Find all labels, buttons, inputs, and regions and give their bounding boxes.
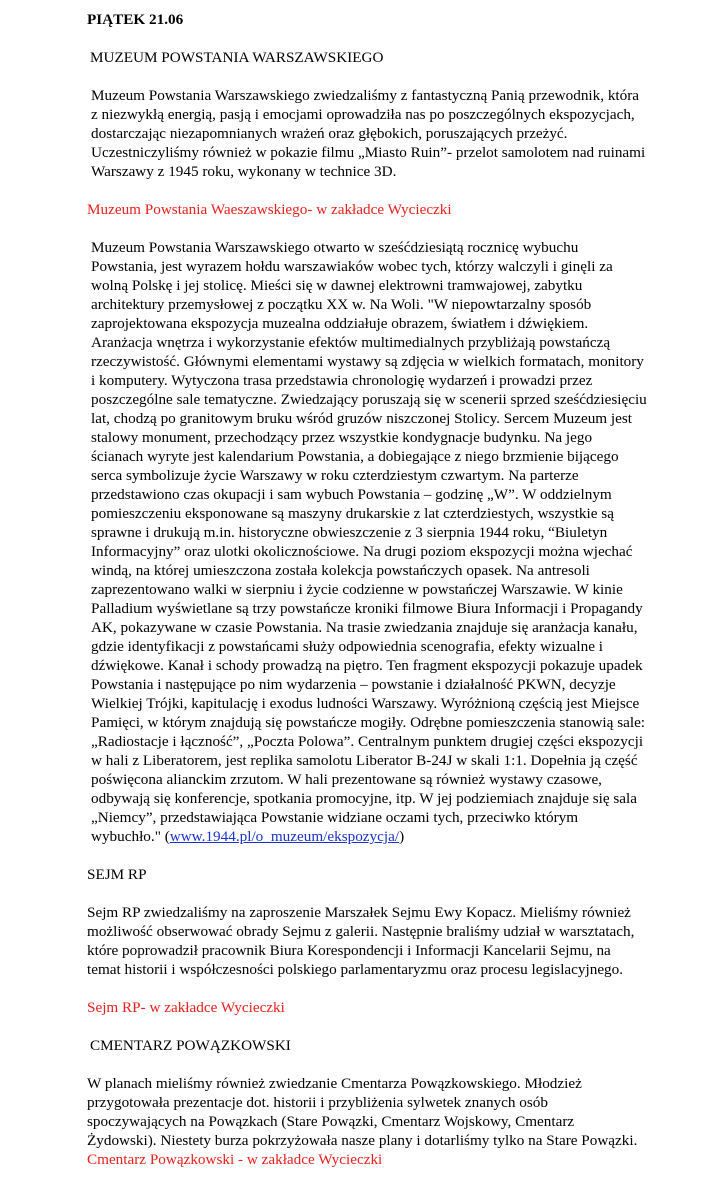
sejm-red-link[interactable]: Sejm RP- w zakładce Wycieczki: [87, 999, 285, 1016]
cemetery-paragraph: [87, 1074, 647, 1169]
cemetery-heading: CMENTARZ POWĄZKOWSKI: [90, 1037, 291, 1054]
date-heading: PIĄTEK 21.06: [87, 11, 184, 28]
cemetery-paragraph-text: W planach mieliśmy również zwiedzanie Cmentarza Powązkowskiego. Młodzież przygotowała prezentacje dot. historii i przybliżenia sylwetek znanych osób spoczywających na Powązkach (Stare Powązki, Cmentarz Wojskowy, Cmentarz Żydowski). Niestety burza pokrzyżowała nasze plany i dotarliśmy tylko na Stare Powązki.: [87, 1075, 638, 1149]
museum-description: [87, 238, 647, 846]
museum-exposition-link[interactable]: www.1944.pl/o_muzeum/ekspozycja/: [169, 828, 400, 845]
museum-close-paren: ): [399, 828, 405, 845]
document-page: [87, 10, 647, 1188]
museum-description-text: Muzeum Powstania Warszawskiego otwarto w sześćdziesiątą rocznicę wybuchu Powstania, jest wyrazem hołdu warszawiaków wobec tych, którzy walczyli i ginęli za wolną Polskę i jej stolicę. Mieści się w dawnej elektrowni tramwajowej, zabytku architektury przemysłowej z początku XX w. Na Woli. "W niepowtarzalny sposób zaprojektowana ekspozycja muzealna oddziałuje obrazem, światłem i dźwiękiem. Aranżacja wnętrza i wykorzystanie efektów multimedialnych przybliżają powstańczą rzeczywistość. Głównymi elementami wystawy są zdjęcia w wielkich formatach, monitory i komputery. Wytyczona trasa przedstawia chronologię wydarzeń i prowadzi przez poszczególne sale tematyczne. Zwiedzający poruszają się w scenerii sprzed sześćdziesięciu lat, chodzą po granitowym bruku wśród gruzów niszczonej Stolicy. Sercem Muzeum jest stalowy monument, przechodzący przez wszystkie kondygnacje budynku. Na jego ścianach wyryte jest kalendarium Powstania, a dobiegające z niego brzmienie bijącego serca symbolizuje życie Warszawy w roku czterdziestym czwartym. Na parterze przedstawiono czas okupacji i sam wybuch Powstania – godzinę „W”. W oddzielnym pomieszczeniu eksponowane są maszyny drukarskie z lat czterdziestych, wszystkie są sprawne i drukują m.in. historyczne obwieszczenie z 3 sierpnia 1944 roku, “Biuletyn Informacyjny” oraz ulotki okolicznościowe. Na drugi poziom ekspozycji można wjechać windą, na której umieszczona została kolekcja powstańczych opasek. Na antresoli zaprezentowano walki w sierpniu i życie codzienne w powstańczej Warszawie. W kinie Palladium wyświetlane są trzy powstańcze kroniki filmowe Biura Informacji i Propagandy AK, pokazywane w czasie Powstania. Na trasie zwiedzania znajduje się aranżacja kanału, gdzie identyfikacji z powstańcami służy odpowiednia scenografia, efekty wizualne i dźwiękowe. Kanał i schody prowadzą na piętro. Ten fragment ekspozycji pokazuje upadek Powstania i następujące po nim wydarzenia – powstanie i działalność PKWN, decyzje Wielkiej Trójki, kapitulację i exodus ludności Warszawy. Wyróżnioną częścią jest Miejsce Pamięci, w którym znajdują się powstańcze mogiły. Odrębne pomieszczenia stanowią sale: „Radiostacje i łączność”, „Poczta Polowa”. Centralnym punktem drugiej części ekspozycji w hali z Liberatorem, jest replika samolotu Liberator B-24J w skali 1:1. Dopełnia ją część poświęcona alianckim zrzutom. W hali prezentowane są również wystawy czasowe, odbywają się konferencje, spotkania promocyjne, itp. W jej podziemiach znajduje się sala „Niemcy”, przedstawiająca Powstanie widziane oczami tych, przeciwko którym wybuchło." (: [91, 239, 647, 845]
sejm-heading: SEJM RP: [87, 866, 147, 883]
museum-red-link[interactable]: Muzeum Powstania Waeszawskiego- w zakładce Wycieczki: [87, 201, 452, 218]
sejm-paragraph: Sejm RP zwiedzaliśmy na zaproszenie Marszałek Sejmu Ewy Kopacz. Mieliśmy również możliwość obserwować obrady Sejmu z galerii. Następnie braliśmy udział w warsztatach, które poprowadził pracownik Biura Korespondencji i Informacji Kancelarii Sejmu, na temat historii i współczesności polskiego parlamentaryzmu oraz procesu legislacyjnego.: [87, 904, 635, 978]
museum-heading: MUZEUM POWSTANIA WARSZAWSKIEGO: [90, 49, 384, 66]
museum-paragraph: Muzeum Powstania Warszawskiego zwiedzaliśmy z fantastyczną Panią przewodnik, która z niezwykłą energią, pasją i emocjami oprowadziła nas po poszczególnych ekspozycjach, dostarczając niezapomnianych wrażeń oraz głębokich, poruszających przeżyć. Uczestniczyliśmy również w pokazie filmu „Miasto Ruin”- przelot samolotem nad ruinami Warszawy z 1945 roku, wykonany w technice 3D.: [91, 87, 646, 180]
cemetery-red-link[interactable]: Cmentarz Powązkowski - w zakładce Wycieczki: [87, 1151, 383, 1168]
